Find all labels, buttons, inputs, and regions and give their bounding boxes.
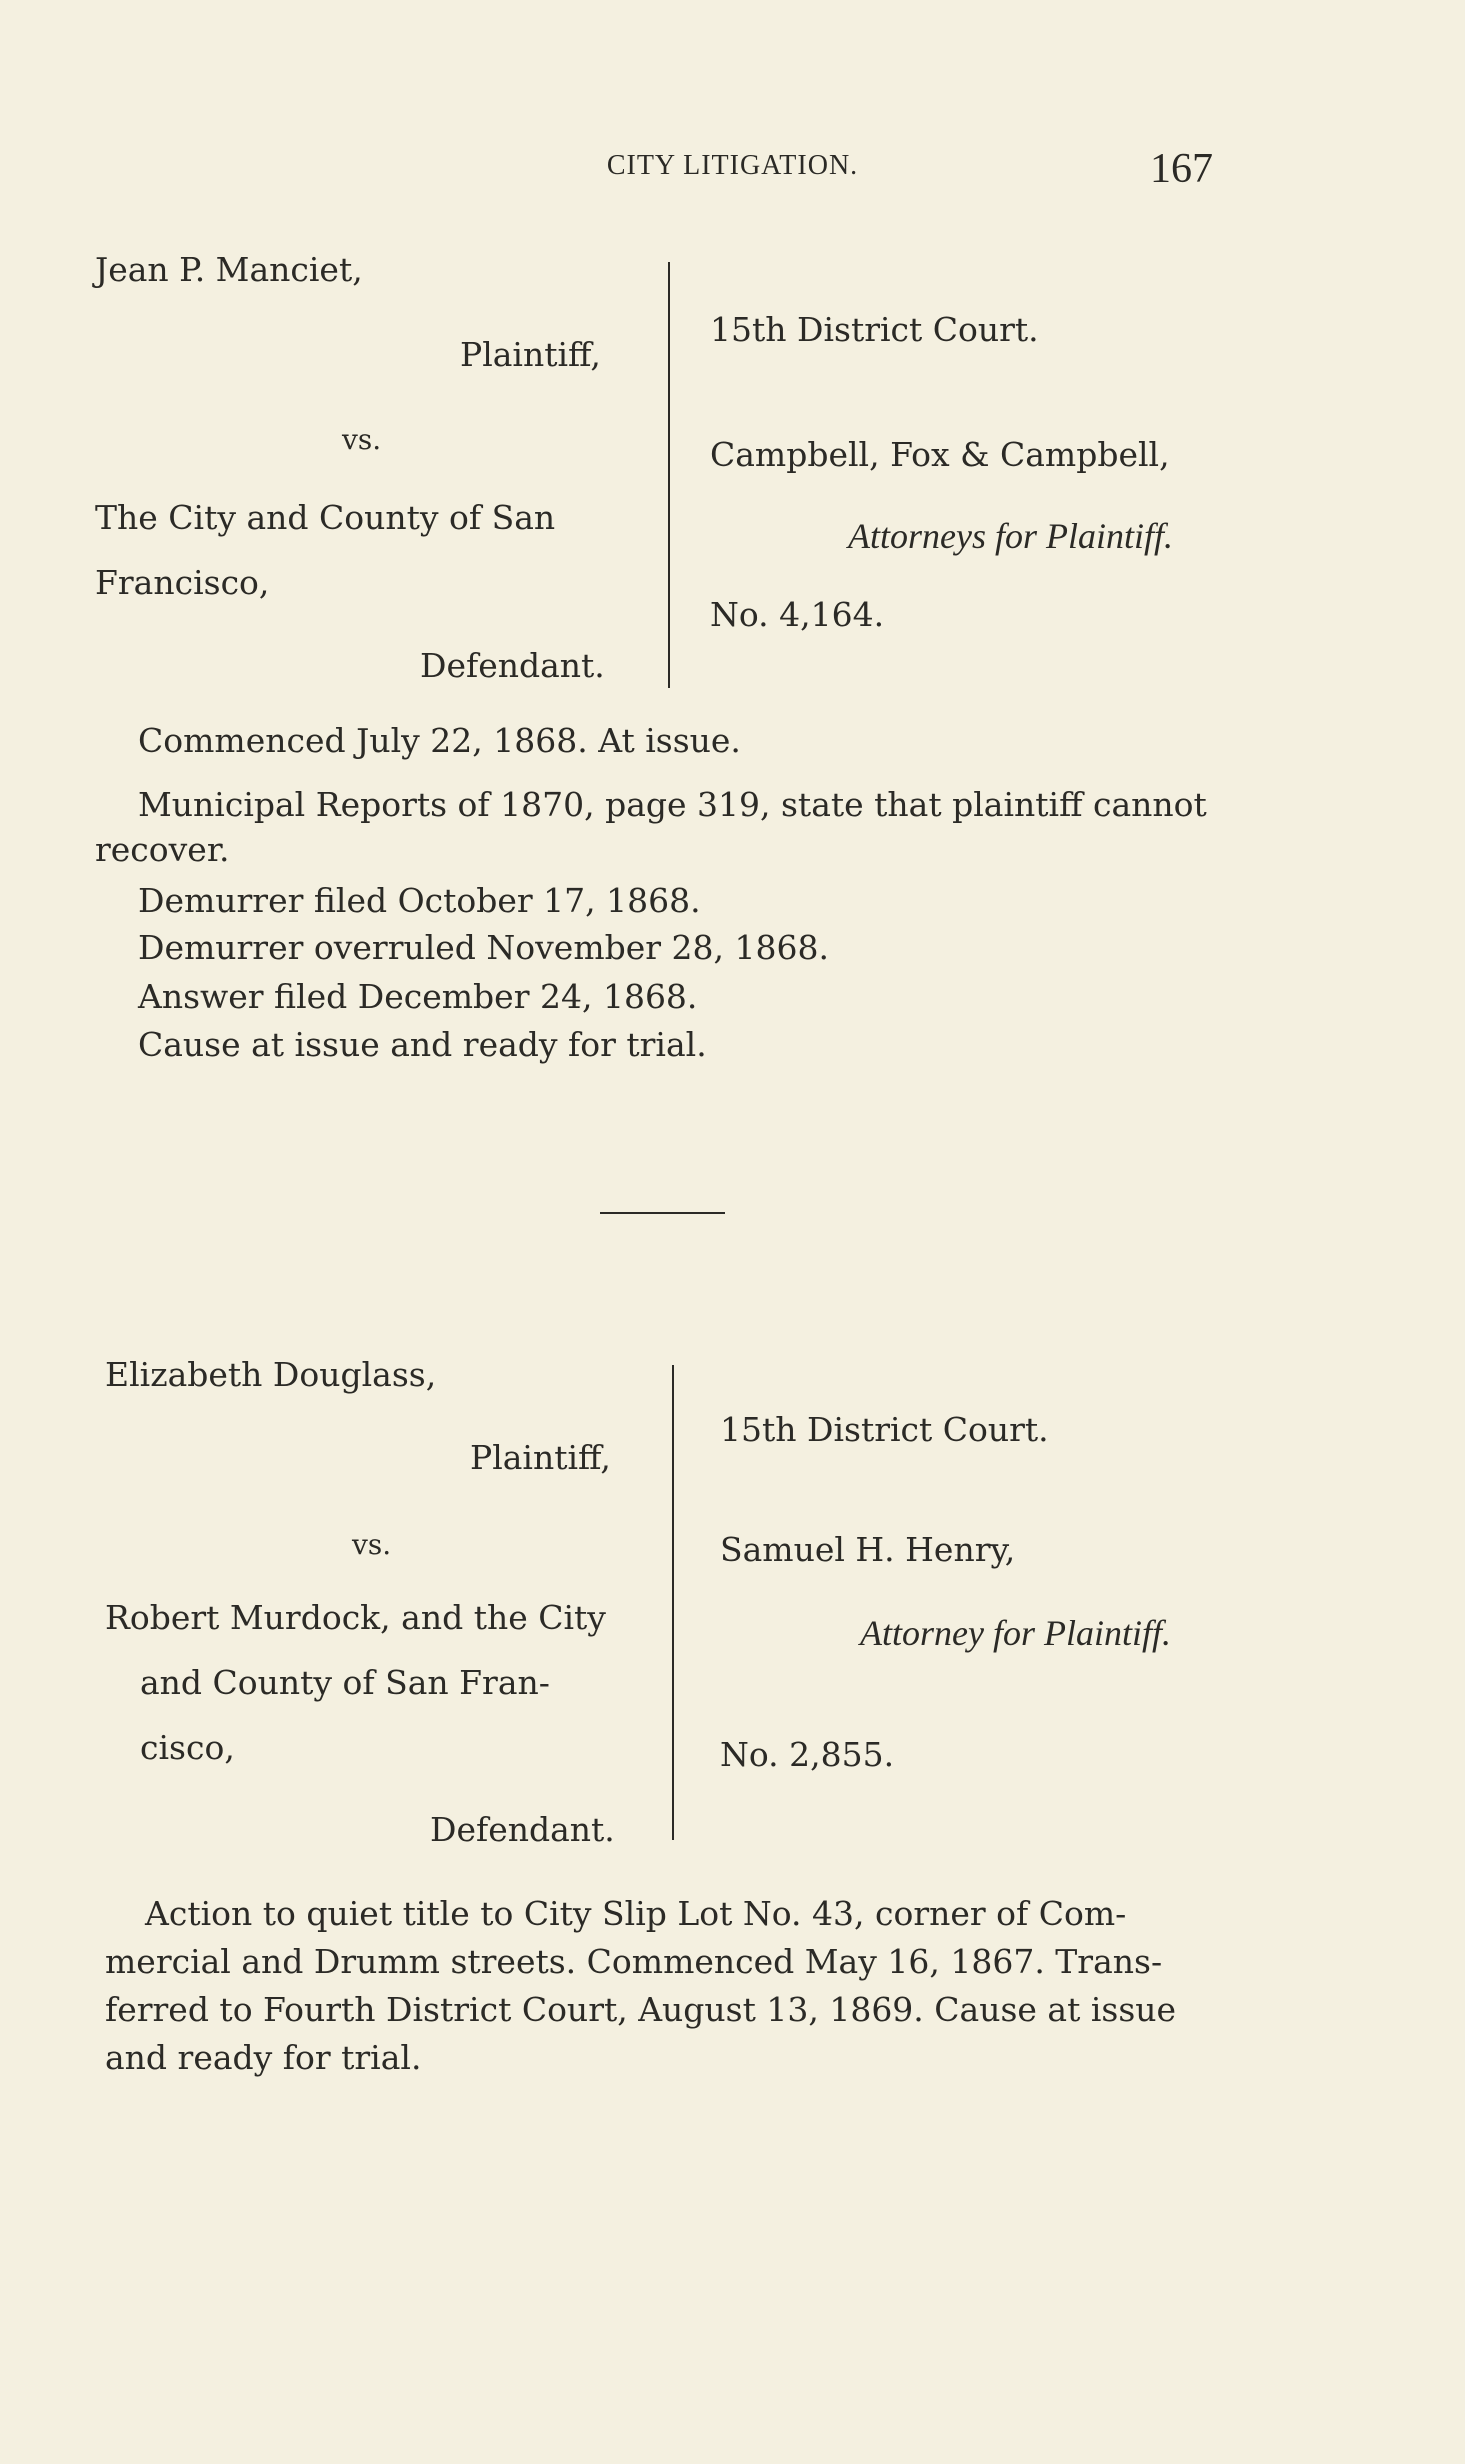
case-1-defendant-role: Defendant. [420,646,605,685]
case-2-defendant-line3: cisco, [140,1728,235,1767]
case-1-attorneys: Campbell, Fox & Campbell, [710,435,1170,474]
case-2-versus: vs. [352,1528,392,1561]
case-2-case-number: No. 2,855. [720,1735,895,1774]
case-1-note: Municipal Reports of 1870, page 319, state that plaintiff cannot [138,785,1207,824]
section-divider [600,1212,725,1214]
case-1-attorneys-role: Attorneys for Plaintiff. [848,516,1173,556]
page-number: 167 [1150,146,1213,192]
case-2-defendant-role: Defendant. [430,1810,615,1849]
case-1-note: Commenced July 22, 1868. At issue. [138,721,741,760]
case-2-plaintiff-role: Plaintiff, [470,1438,611,1477]
case-2-plaintiff-name: Elizabeth Douglass, [105,1355,437,1394]
case-1-versus: vs. [342,423,382,456]
case-1-plaintiff-name: Jean P. Manciet, [95,250,363,289]
case-1-note: Demurrer overruled November 28, 1868. [138,928,829,967]
case-1-case-number: No. 4,164. [710,595,885,634]
case-2-attorney-role: Attorney for Plaintiff. [860,1613,1171,1653]
case-2-attorney: Samuel H. Henry, [720,1530,1016,1569]
case-2-defendant-line1: Robert Murdock, and the City [105,1598,606,1637]
case-1-plaintiff-role: Plaintiff, [460,335,601,374]
case-1-note: Answer filed December 24, 1868. [138,977,698,1016]
case-1-note: Cause at issue and ready for trial. [138,1025,707,1064]
case-1-defendant-line2: Francisco, [95,563,270,602]
case-2-note: mercial and Drumm streets. Commenced May 16, 1867. Trans- [105,1942,1163,1981]
case-1-defendant-line1: The City and County of San [95,498,556,537]
case-2-court: 15th District Court. [720,1410,1049,1449]
case-1-note: recover. [95,830,230,869]
case-1-brace [668,262,670,688]
running-title: CITY LITIGATION. [606,150,859,181]
case-1-note: Demurrer filed October 17, 1868. [138,881,701,920]
case-1-court: 15th District Court. [710,310,1039,349]
case-2-note: ferred to Fourth District Court, August 13, 1869. Cause at issue [105,1990,1177,2029]
case-2-note: Action to quiet title to City Slip Lot No. 43, corner of Com- [145,1894,1127,1933]
case-2-defendant-line2: and County of San Fran- [140,1663,550,1702]
case-2-note: and ready for trial. [105,2038,422,2077]
case-2-brace [672,1365,674,1840]
